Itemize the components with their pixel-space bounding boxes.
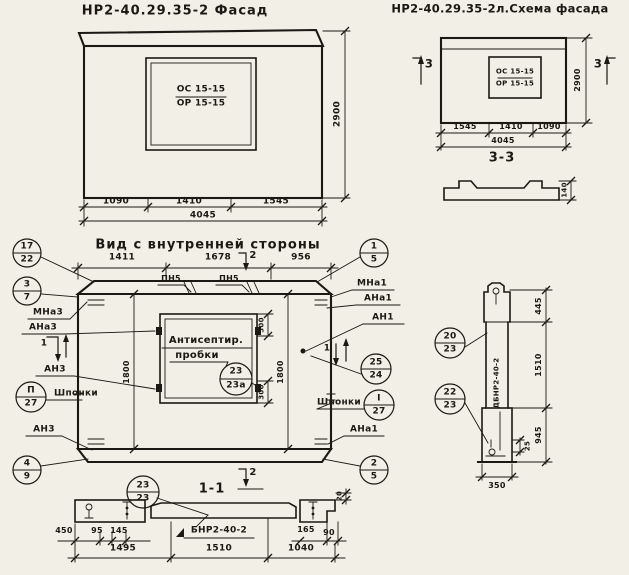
callout-tl-top: 17 [20,241,34,252]
callout-keys-right-bot: 27 [372,406,386,417]
callout-keys-left-bot: 27 [24,398,38,409]
callout-br-bot: 5 [370,471,378,482]
inner-section2-mark-bottom: 2 [249,467,257,478]
callout-keys-right-top: I [377,393,381,404]
scheme-window-mark-top: ОС 15-15 [495,67,535,76]
scheme-window-mark-bottom: ОР 15-15 [495,79,535,88]
inner-dim-mid: 1678 [204,252,232,263]
facade-dim-right: 1545 [262,196,290,207]
inner-pn-label-2: ПН5 [219,274,239,283]
side-dim-350: 350 [488,481,506,490]
callout-tl-bot: 22 [20,254,34,265]
mark-an3-top: АН3 [44,364,66,375]
scheme-dim-right: 1090 [537,122,561,131]
callout-plug-top: 23 [229,366,243,377]
facade-dim-height: 2900 [332,100,343,128]
title-scheme: НР2-40.29.35-2л.Схема фасада [391,1,609,16]
inner-pn-label-1: ПН5 [161,274,181,283]
facade-window-mark-bottom: ОР 15-15 [176,98,226,109]
scheme-section-mark-left: 3 [424,56,434,71]
title-inner-view: Вид с внутренней стороны [95,237,321,253]
inner-dim-left: 1411 [108,252,136,263]
bottom-dim-165: 165 [297,525,315,534]
inner-dim-side-right: 1800 [276,360,285,384]
mark-ana1-bottom: АНа1 [349,424,379,435]
callout-tr-bot: 5 [370,254,378,265]
inner-section1-mark-right: 1 [323,343,331,354]
callout-bl-bot: 9 [23,471,31,482]
mark-mna1: МНа1 [356,278,388,289]
inner-dim-right: 956 [291,252,311,263]
bottom-dim-95: 95 [91,526,103,535]
scheme-drawing [413,34,615,204]
callout-r2-top: 25 [369,357,383,368]
label-section-1-1: 1-1 [198,481,226,497]
mark-ana1-top: АНа1 [363,293,393,304]
callout-l2-bot: 7 [23,292,31,303]
mark-mna3: МНа3 [32,307,64,318]
bottom-dim-20: 20 [335,490,344,502]
scheme-profile-thickness: 140 [560,182,569,198]
callout-plug-bot: 23а [226,380,246,391]
inner-section1-mark-left: 1 [40,338,48,349]
side-dim-25: 25 [523,440,532,452]
scheme-dim-left: 1545 [453,122,477,131]
bottom-dim-1510: 1510 [205,543,233,554]
label-keys-right: Шпонки [317,397,361,408]
callout-keys-left-top: П [27,385,35,396]
callout-e1-top: 20 [443,331,457,342]
side-element-mark: ДБНР2-40-2 [492,357,501,409]
label-section-3-3: 3-3 [488,150,516,166]
scheme-dim-mid: 1410 [499,122,523,131]
callout-sill-bot: 23 [136,493,150,504]
scheme-section-mark-right: 3 [593,56,603,71]
callout-e2-top: 22 [443,387,457,398]
inner-view-drawing [47,250,349,489]
note-antiseptic-line1: Антисептир. [168,335,244,346]
note-antiseptic-line2: пробки [175,350,219,361]
mark-ana3: АНа3 [28,322,58,333]
facade-dim-left: 1090 [102,196,130,207]
mark-an1: АН1 [372,312,394,323]
callout-sill-top: 23 [136,480,150,491]
callout-e2-bot: 23 [443,400,457,411]
side-dim-945: 945 [534,426,543,444]
callout-tr-top: 1 [370,241,378,252]
scheme-dim-height: 2900 [573,68,582,92]
facade-dim-total: 4045 [189,210,217,221]
bottom-dim-90: 90 [323,528,335,537]
side-dim-1510: 1510 [534,353,543,377]
mark-an3-bottom: АН3 [33,424,55,435]
inner-section2-mark-top: 2 [249,250,257,261]
inner-dim-plug-top: 300 [257,317,266,333]
facade-window-mark-top: ОС 15-15 [176,84,226,95]
callout-br-top: 2 [370,458,378,469]
callout-e1-bot: 23 [443,344,457,355]
callout-l2-top: 3 [23,279,31,290]
label-beam-mark: БНР2-40-2 [190,525,248,536]
title-facade: НР2-40.29.35-2 Фасад [81,3,269,19]
bottom-dim-450: 450 [55,526,73,535]
side-dim-445: 445 [534,297,543,315]
bottom-dim-1040: 1040 [287,543,315,554]
callout-bl-top: 4 [23,458,31,469]
inner-dim-plug-bottom: 300 [257,384,266,400]
scheme-dim-total: 4045 [491,136,515,145]
bottom-dim-145: 145 [110,526,128,535]
label-keys-left: Шпонки [54,388,98,399]
callout-r2-bot: 24 [369,370,383,381]
bottom-dim-1495: 1495 [109,543,137,554]
facade-dim-mid: 1410 [175,196,203,207]
inner-dim-side-left: 1800 [122,360,131,384]
